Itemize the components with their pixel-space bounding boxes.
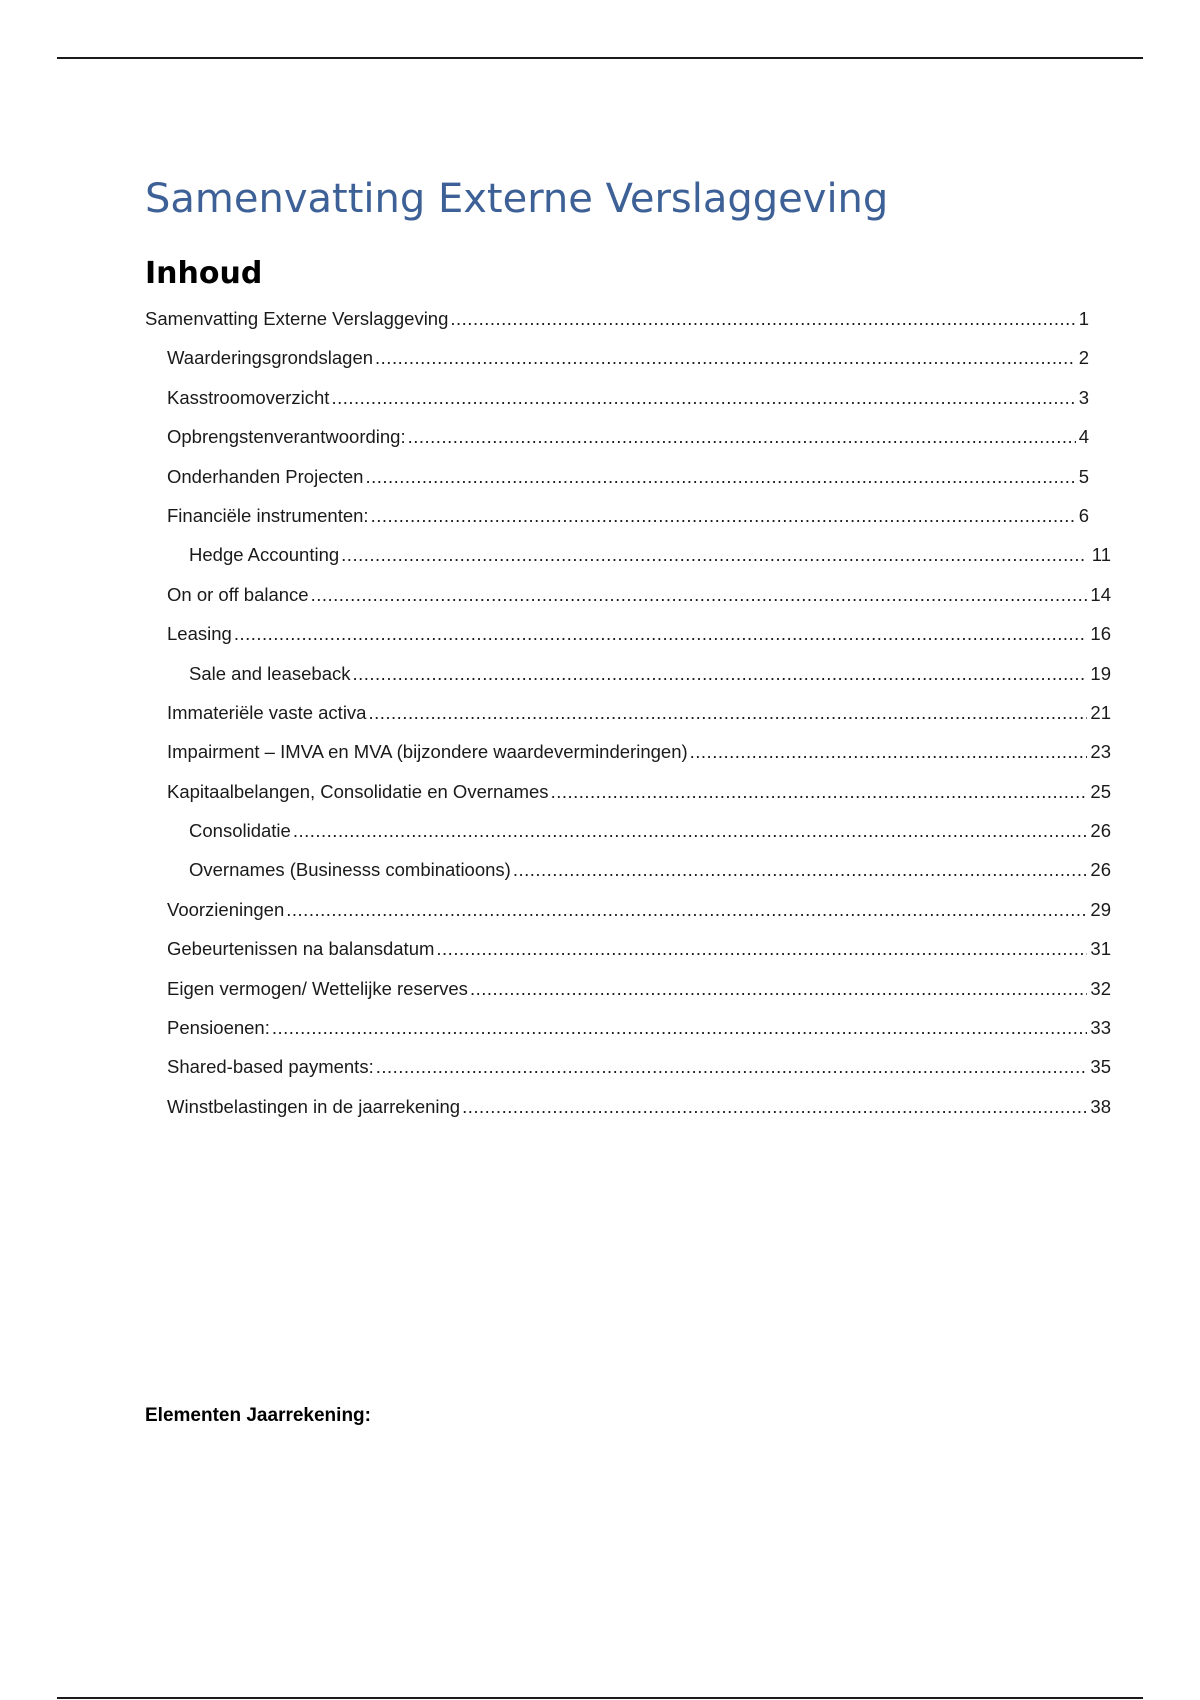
toc-entry-label: Kapitaalbelangen, Consolidatie en Overnames (167, 780, 549, 802)
toc-page-number: 2 (1078, 347, 1089, 369)
toc-entry[interactable] (145, 387, 1089, 426)
toc-entry[interactable] (145, 662, 1111, 702)
toc-dot-leader (551, 781, 1087, 803)
toc-page-number: 25 (1090, 780, 1111, 802)
toc-page-number: 16 (1090, 623, 1111, 645)
toc-entry-label: Leasing (167, 623, 232, 645)
toc-dot-leader (331, 387, 1076, 409)
toc-page-number: 1 (1078, 308, 1089, 329)
toc-entry[interactable] (145, 859, 1111, 898)
toc-page-number: 33 (1090, 1017, 1111, 1039)
toc-entry[interactable] (145, 1095, 1111, 1135)
toc-page-number: 31 (1090, 938, 1111, 960)
toc-entry[interactable] (145, 505, 1089, 544)
toc-page-number: 26 (1090, 859, 1111, 881)
toc-entry-label: Shared-based payments: (167, 1056, 374, 1078)
toc-page-number: 5 (1078, 465, 1089, 487)
toc-entry[interactable] (145, 898, 1111, 938)
toc-dot-leader (371, 505, 1076, 527)
toc-dot-leader (375, 347, 1076, 369)
toc-entry[interactable] (145, 701, 1111, 741)
toc-page-number: 26 (1090, 820, 1111, 842)
toc-entry[interactable] (145, 623, 1111, 662)
toc-page-number: 23 (1090, 741, 1111, 763)
toc-entry-label: Hedge Accounting (189, 544, 340, 566)
document-title: Samenvatting Externe Verslaggeving (145, 176, 889, 222)
toc-dot-leader (690, 741, 1087, 763)
header-rule (57, 57, 1143, 59)
toc-entry[interactable] (145, 426, 1089, 465)
section-label: Elementen Jaarrekening: (145, 1405, 371, 1426)
toc-entry[interactable] (145, 544, 1111, 583)
table-of-contents (145, 308, 1111, 1135)
toc-dot-leader (352, 663, 1087, 685)
toc-dot-leader (436, 938, 1087, 960)
toc-entry-label: Impairment – IMVA en MVA (bijzondere waardeverminderingen) (167, 741, 688, 763)
toc-entry-label: Financiële instrumenten: (167, 504, 369, 526)
toc-dot-leader (286, 899, 1087, 921)
toc-entry-label: Immateriële vaste activa (167, 701, 367, 723)
toc-entry-label: Gebeurtenissen na balansdatum (167, 938, 435, 960)
toc-page-number: 35 (1090, 1056, 1111, 1078)
toc-entry-label: Eigen vermogen/ Wettelijke reserves (167, 977, 468, 999)
toc-heading: Inhoud (145, 256, 263, 291)
toc-entry-label: Consolidatie (189, 820, 291, 842)
toc-entry-label: On or off balance (167, 583, 309, 605)
toc-entry-label: Overnames (Businesss combinatioons) (189, 859, 511, 881)
toc-entry[interactable] (145, 820, 1111, 859)
toc-page-number: 21 (1090, 701, 1111, 723)
footer-rule (57, 1697, 1143, 1699)
toc-page-number: 32 (1090, 977, 1111, 999)
toc-page-number: 29 (1090, 898, 1111, 920)
toc-page-number: 14 (1090, 583, 1111, 605)
toc-dot-leader (450, 308, 1076, 330)
toc-dot-leader (376, 1056, 1087, 1078)
toc-page-number: 4 (1078, 426, 1089, 448)
toc-entry[interactable] (145, 1017, 1111, 1056)
toc-entry[interactable] (145, 938, 1111, 977)
toc-dot-leader (513, 859, 1087, 881)
toc-dot-leader (293, 820, 1087, 842)
toc-page-number: 11 (1091, 544, 1111, 566)
toc-entry[interactable] (145, 1056, 1111, 1095)
toc-page-number: 38 (1090, 1095, 1111, 1117)
toc-entry-label: Samenvatting Externe Verslaggeving (145, 308, 449, 329)
toc-dot-leader (365, 466, 1076, 488)
toc-dot-leader (368, 702, 1087, 724)
toc-entry[interactable] (145, 308, 1089, 347)
toc-entry[interactable] (145, 347, 1089, 386)
toc-entry-label: Opbrengstenverantwoording: (167, 426, 406, 448)
toc-entry-label: Winstbelastingen in de jaarrekening (167, 1095, 461, 1117)
toc-entry[interactable] (145, 780, 1111, 820)
toc-dot-leader (272, 1017, 1087, 1039)
toc-entry-label: Kasstroomoverzicht (167, 386, 330, 408)
toc-dot-leader (341, 544, 1087, 566)
toc-entry-label: Voorzieningen (167, 898, 285, 920)
toc-entry-label: Sale and leaseback (189, 662, 351, 684)
toc-dot-leader (470, 978, 1087, 1000)
toc-dot-leader (311, 584, 1087, 606)
toc-dot-leader (234, 623, 1087, 645)
toc-entry-label: Pensioenen: (167, 1017, 270, 1039)
toc-page-number: 3 (1078, 386, 1089, 408)
toc-entry[interactable] (145, 977, 1111, 1017)
toc-dot-leader (462, 1096, 1087, 1118)
toc-page-number: 19 (1090, 662, 1111, 684)
toc-page-number: 6 (1078, 504, 1089, 526)
toc-entry-label: Onderhanden Projecten (167, 465, 364, 487)
toc-entry-label: Waarderingsgrondslagen (167, 347, 374, 369)
toc-entry[interactable] (145, 741, 1111, 780)
toc-dot-leader (408, 426, 1076, 448)
toc-entry[interactable] (145, 583, 1111, 623)
toc-entry[interactable] (145, 466, 1089, 505)
